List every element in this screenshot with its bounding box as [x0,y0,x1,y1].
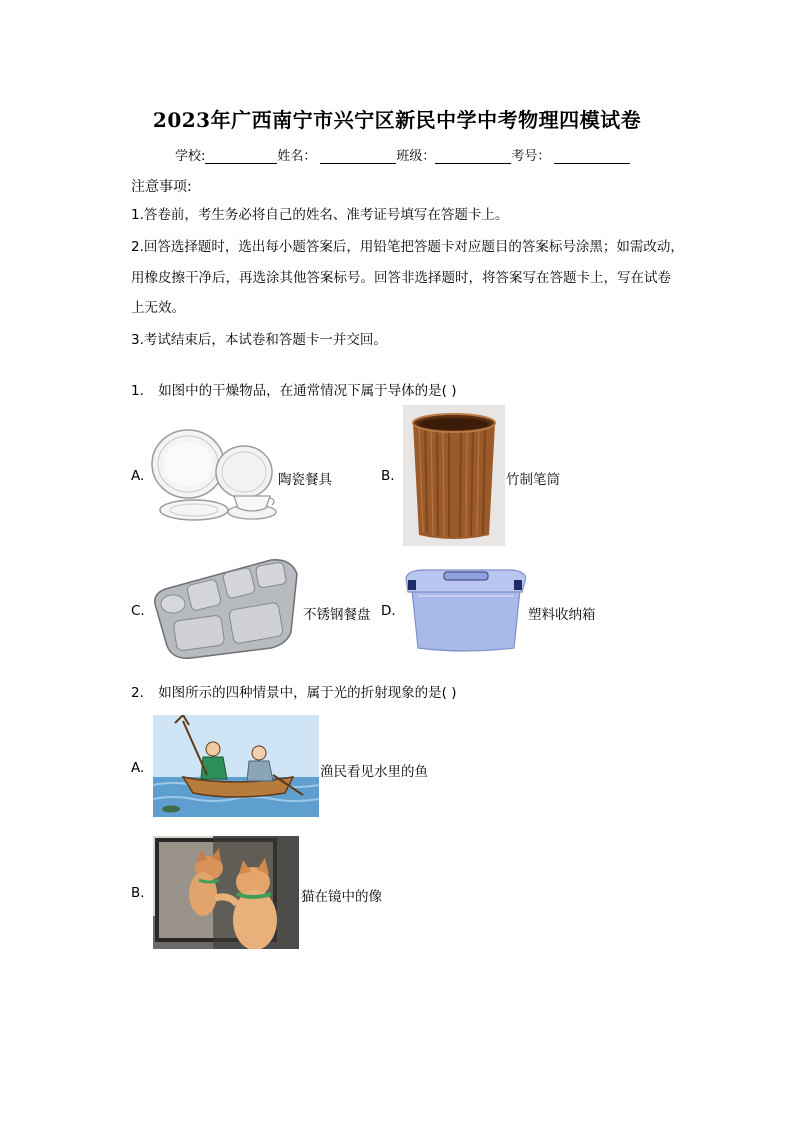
option-label-b: 竹制笔筒 [506,472,560,488]
exam-no-blank [554,149,630,164]
option-letter-c: C. [131,603,145,619]
option-letter-d: D. [381,603,396,619]
bamboo-pen-holder-image [403,405,505,546]
option-label-d: 塑料收纳箱 [528,607,596,623]
option-letter-a: A. [131,760,145,776]
question-number: 1. [131,383,144,399]
option-letter-a: A. [131,468,145,484]
note-item: 2.回答选择题时，选出每小题答案后，用铅笔把答题卡对应题目的答案标号涂黑；如需改动， [131,239,684,255]
plastic-storage-box-image [404,566,526,654]
name-label: 姓名： [277,149,317,164]
option-label-a: 陶瓷餐具 [278,472,332,488]
school-blank [205,149,277,164]
option-letter-b: B. [131,885,145,901]
class-blank [435,149,511,164]
note-item: 3.考试结束后，本试卷和答题卡一并交回。 [131,332,387,348]
question-2 [131,681,457,701]
question-1 [131,379,457,399]
question-text: 如图所示的四种情景中，属于光的折射现象的是( ) [158,685,457,701]
class-label: 班级： [396,149,436,164]
cat-mirror-image [153,836,299,949]
option-label-b: 猫在镜中的像 [301,889,382,905]
exam-no-label: 考号： [511,149,551,164]
name-blank [320,149,396,164]
note-item: 1.答卷前，考生务必将自己的姓名、准考证号填写在答题卡上。 [131,207,509,223]
page-title: 2023年广西南宁市兴宁区新民中学中考物理四模试卷 [152,108,642,132]
student-info-line [175,145,630,164]
option-label-c: 不锈钢餐盘 [303,607,371,623]
option-label-a: 渔民看见水里的鱼 [320,764,428,780]
note-item: 上无效。 [131,300,185,316]
ceramic-tableware-image [150,426,278,524]
question-text: 如图中的干燥物品，在通常情况下属于导体的是( ) [158,383,457,399]
notes-heading: 注意事项: [131,179,192,195]
question-number: 2. [131,685,144,701]
option-letter-b: B. [381,468,395,484]
school-label: 学校: [175,149,206,164]
fisherman-boat-image [153,715,319,817]
note-item: 用橡皮擦干净后，再选涂其他答案标号。回答非选择题时，将答案写在答题卡上，写在试卷 [131,270,671,286]
stainless-steel-tray-image [151,558,301,660]
